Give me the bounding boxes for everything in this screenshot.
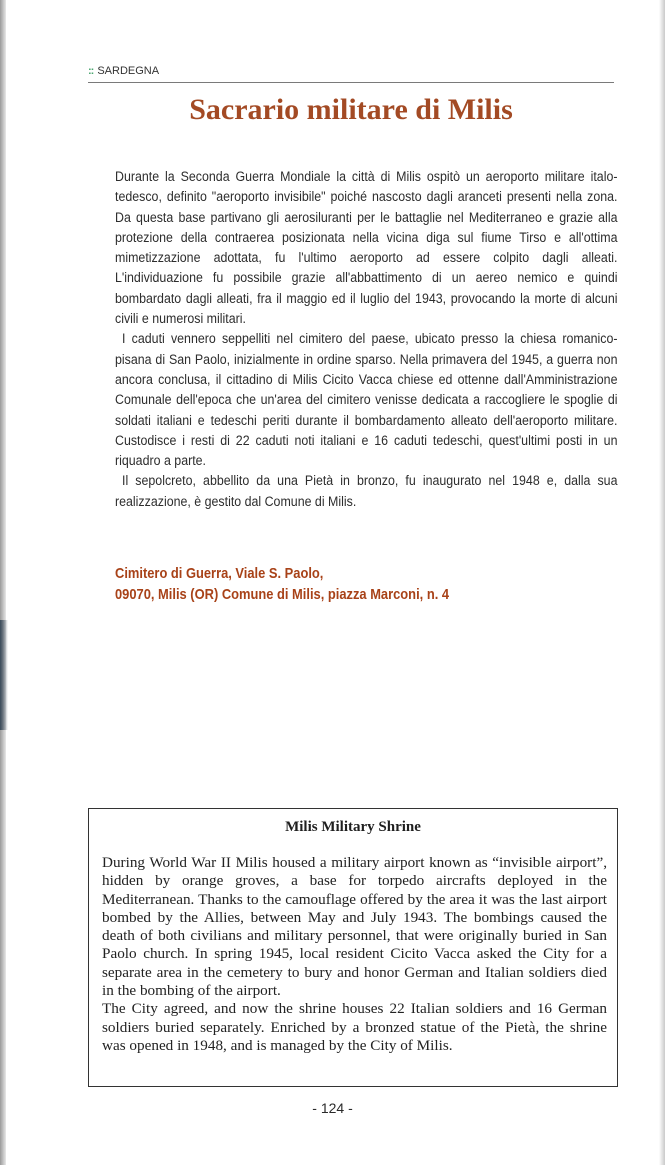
italian-body: [115, 166, 617, 511]
address-block: [115, 563, 631, 605]
section-label: SARDEGNA: [97, 65, 160, 77]
italian-paragraph: Il sepolcreto, abbellito da una Pietà in bronzo, fu inaugurato nel 1948 e, dalla sua realizzazione, è gestito dal Comune di Milis.: [115, 472, 618, 509]
address-line-2: 09070, Milis (OR) Comune di Milis, piazza Marconi, n. 4: [115, 586, 450, 603]
page-title: Sacrario militare di Milis: [189, 93, 513, 126]
address-line-1: Cimitero di Guerra, Viale S. Paolo,: [115, 565, 324, 582]
page-right-edge: [659, 0, 665, 1165]
page-left-edge-mark: [0, 620, 8, 730]
english-title: Milis Military Shrine: [285, 819, 421, 835]
italian-paragraph: Durante la Seconda Guerra Mondiale la città di Milis ospitò un aeroporto militare italo-tedesco, definito "aeroporto invisibile" poiché nascosto dagli aranceti presenti nella zona. Da questa base partivano gli aerosiluranti per le battaglie nel Mediterraneo e grazie alla protezione della contraerea posizionata nella vicina diga sul fiume Tirso e all'ottima mimetizzazione adottata, fu l'ultimo aeroporto ad essere colpito dagli alleati. L'individuazione fu possibile grazie all'abbattimento di un aereo nemico e quindi bombardato dagli alleati, fra il maggio ed il luglio del 1943, provocando la morte di alcuni civili e numerosi militari.: [115, 168, 618, 327]
page-left-edge: [0, 0, 6, 1165]
english-paragraph: During World War II Milis housed a military airport known as “invisible airport”, hidden by orange groves, a base for torpedo aircrafts deployed in the Mediterranean. Thanks to the camouflage offered by the area it was the last airport bombed by the Allies, between May and July 1943. The bombings caused the death of both civilians and military personnel, that were originally buried in San Paolo church. In spring 1945, local resident Cicito Vacca asked the City for a separate area in the cemetery to bury and honor German and Italian soldiers died in the bombing of the airport.: [102, 854, 607, 1000]
section-header: [88, 64, 614, 83]
english-paragraph: The City agreed, and now the shrine houses 22 Italian soldiers and 16 German soldiers buried separately. Enriched by a bronzed statue of the Pietà, the shrine was opened in 1948, and is managed by the City of Milis.: [102, 1000, 607, 1054]
english-body: [102, 854, 607, 1055]
italian-paragraph: I caduti vennero seppelliti nel cimitero del paese, ubicato presso la chiesa romanico-pisana di San Paolo, inizialmente in ordine sparso. Nella primavera del 1945, a guerra non ancora conclusa, il cittadino di Milis Cicito Vacca chiese ed ottenne dall'Amministrazione Comunale dell'epoca che un'area del cimitero venisse dedicata a raccogliere le spoglie di soldati italiani e tedeschi periti durante il bombardamento alleato dell'aeroporto militare. Custodisce i resti di 22 caduti noti italiani e 16 caduti tedeschi, quest'ultimi posti in un riquadro a parte.: [115, 330, 618, 469]
section-bullets-icon: ::: [88, 65, 94, 77]
english-summary-box: [88, 808, 618, 1087]
page-number: - 124 -: [312, 1100, 353, 1116]
